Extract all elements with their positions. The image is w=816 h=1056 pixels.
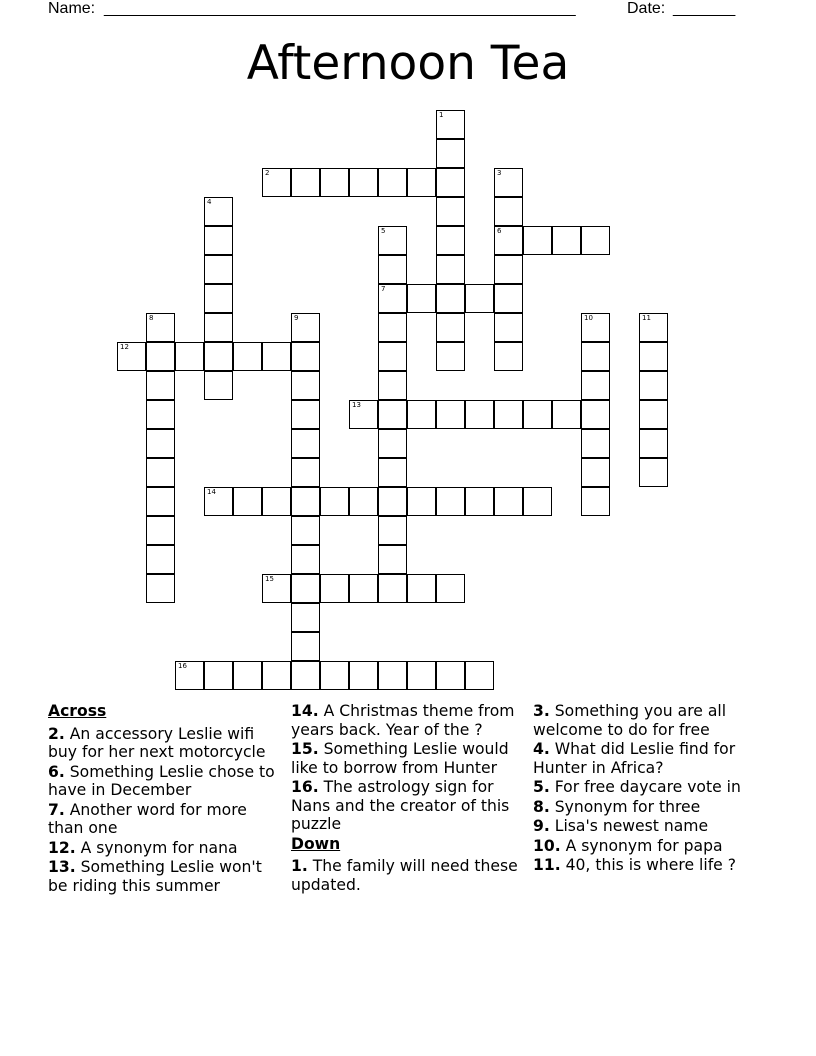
grid-cell[interactable] bbox=[436, 661, 465, 690]
clue-number: 13. bbox=[48, 858, 76, 876]
grid-cell[interactable] bbox=[581, 400, 610, 429]
grid-cell[interactable] bbox=[233, 661, 262, 690]
grid-cell[interactable] bbox=[320, 168, 349, 197]
clue-number: 12. bbox=[48, 838, 76, 857]
grid-cell[interactable] bbox=[552, 400, 581, 429]
grid-cell[interactable] bbox=[233, 342, 262, 371]
grid-cell[interactable] bbox=[494, 226, 523, 255]
grid-cell[interactable] bbox=[204, 313, 233, 342]
clue-text: The family will need these updated. bbox=[291, 857, 518, 894]
grid-cell[interactable] bbox=[639, 400, 668, 429]
grid-cell[interactable] bbox=[146, 313, 175, 342]
clue-number: 11. bbox=[533, 856, 561, 874]
clue-text: 40, this is where life ? bbox=[565, 856, 737, 874]
grid-cell[interactable] bbox=[436, 313, 465, 342]
cell-number: 5 bbox=[381, 227, 386, 235]
clue-column-1 bbox=[48, 702, 283, 896]
grid-cell[interactable] bbox=[581, 487, 610, 516]
grid-cell[interactable] bbox=[204, 487, 233, 516]
grid-cell[interactable] bbox=[378, 226, 407, 255]
cell-number: 3 bbox=[497, 169, 502, 177]
grid-cell[interactable] bbox=[262, 661, 291, 690]
grid-cell[interactable] bbox=[291, 574, 320, 603]
cell-number: 11 bbox=[642, 314, 651, 322]
clue-text: A synonym for nana bbox=[80, 838, 238, 857]
clue-down-10 bbox=[533, 837, 768, 856]
grid-cell[interactable] bbox=[204, 226, 233, 255]
grid-cell[interactable] bbox=[436, 574, 465, 603]
cell-number: 10 bbox=[584, 314, 593, 322]
date-label: Date: bbox=[627, 0, 666, 17]
grid-cell[interactable] bbox=[291, 429, 320, 458]
clue-number: 10. bbox=[533, 836, 561, 855]
clue-text: Lisa's newest name bbox=[554, 817, 709, 835]
grid-cell[interactable] bbox=[146, 458, 175, 487]
clue-text: Something Leslie won't be riding this summer bbox=[48, 858, 262, 895]
grid-cell[interactable] bbox=[581, 342, 610, 371]
grid-cell[interactable] bbox=[291, 400, 320, 429]
grid-cell[interactable] bbox=[378, 371, 407, 400]
grid-cell[interactable] bbox=[407, 168, 436, 197]
grid-cell[interactable] bbox=[523, 487, 552, 516]
grid-cell[interactable] bbox=[320, 574, 349, 603]
grid-cell[interactable] bbox=[146, 545, 175, 574]
grid-cell[interactable] bbox=[291, 603, 320, 632]
clue-across-15 bbox=[291, 740, 519, 777]
cell-number: 4 bbox=[207, 198, 212, 206]
cell-number: 8 bbox=[149, 314, 154, 322]
clue-number: 1. bbox=[291, 857, 308, 875]
clue-text: Something Leslie would like to borrow from Hunter bbox=[291, 740, 509, 777]
clue-number: 15. bbox=[291, 740, 319, 758]
clue-text: Something Leslie chose to have in December bbox=[48, 762, 275, 799]
grid-cell[interactable] bbox=[639, 342, 668, 371]
grid-cell[interactable] bbox=[436, 255, 465, 284]
grid-cell[interactable] bbox=[146, 342, 175, 371]
clue-across-7 bbox=[48, 801, 283, 838]
grid-cell[interactable] bbox=[407, 574, 436, 603]
grid-cell[interactable] bbox=[291, 516, 320, 545]
grid-cell[interactable] bbox=[436, 168, 465, 197]
grid-cell[interactable] bbox=[494, 197, 523, 226]
grid-cell[interactable] bbox=[436, 400, 465, 429]
grid-cell[interactable] bbox=[378, 661, 407, 690]
clue-text: An accessory Leslie wifi buy for her next motorcycle bbox=[48, 724, 266, 761]
grid-cell[interactable] bbox=[639, 313, 668, 342]
cell-number: 15 bbox=[265, 575, 274, 583]
grid-cell[interactable] bbox=[581, 429, 610, 458]
grid-cell[interactable] bbox=[436, 284, 465, 313]
clue-down-1 bbox=[291, 857, 519, 894]
grid-cell[interactable] bbox=[349, 400, 378, 429]
grid-cell[interactable] bbox=[349, 168, 378, 197]
clue-across-2 bbox=[48, 725, 283, 762]
grid-cell[interactable] bbox=[204, 255, 233, 284]
grid-cell[interactable] bbox=[262, 342, 291, 371]
grid-cell[interactable] bbox=[117, 342, 146, 371]
grid-cell[interactable] bbox=[291, 342, 320, 371]
grid-cell[interactable] bbox=[494, 487, 523, 516]
grid-cell[interactable] bbox=[204, 342, 233, 371]
clue-text: The astrology sign for Nans and the creator of this puzzle bbox=[291, 778, 510, 833]
grid-cell[interactable] bbox=[204, 661, 233, 690]
clue-number: 8. bbox=[533, 797, 550, 816]
grid-cell[interactable] bbox=[204, 284, 233, 313]
grid-cell[interactable] bbox=[291, 545, 320, 574]
grid-cell[interactable] bbox=[494, 342, 523, 371]
grid-cell[interactable] bbox=[494, 255, 523, 284]
grid-cell[interactable] bbox=[523, 226, 552, 255]
cell-number: 14 bbox=[207, 488, 216, 496]
grid-cell[interactable] bbox=[465, 487, 494, 516]
name-label: Name: bbox=[48, 0, 96, 17]
grid-cell[interactable] bbox=[378, 284, 407, 313]
grid-cell[interactable] bbox=[378, 574, 407, 603]
grid-cell[interactable] bbox=[349, 661, 378, 690]
grid-cell[interactable] bbox=[436, 197, 465, 226]
grid-cell[interactable] bbox=[262, 487, 291, 516]
grid-cell[interactable] bbox=[349, 487, 378, 516]
down-heading: Down bbox=[291, 834, 341, 853]
grid-cell[interactable] bbox=[436, 226, 465, 255]
grid-cell[interactable] bbox=[465, 400, 494, 429]
grid-cell[interactable] bbox=[523, 400, 552, 429]
grid-cell[interactable] bbox=[581, 313, 610, 342]
grid-cell[interactable] bbox=[407, 284, 436, 313]
cell-number: 12 bbox=[120, 343, 129, 351]
clue-number: 3. bbox=[533, 702, 550, 720]
clue-number: 16. bbox=[291, 778, 319, 796]
grid-cell[interactable] bbox=[378, 313, 407, 342]
grid-cell[interactable] bbox=[436, 110, 465, 139]
grid-cell[interactable] bbox=[378, 545, 407, 574]
grid-cell[interactable] bbox=[291, 371, 320, 400]
grid-cell[interactable] bbox=[204, 197, 233, 226]
cell-number: 6 bbox=[497, 227, 502, 235]
grid-cell[interactable] bbox=[262, 574, 291, 603]
grid-cell[interactable] bbox=[291, 313, 320, 342]
clue-number: 7. bbox=[48, 800, 65, 819]
grid-cell[interactable] bbox=[494, 168, 523, 197]
grid-cell[interactable] bbox=[494, 400, 523, 429]
clue-down-4 bbox=[533, 740, 768, 777]
grid-cell[interactable] bbox=[262, 168, 291, 197]
grid-cell[interactable] bbox=[146, 429, 175, 458]
grid-cell[interactable] bbox=[291, 458, 320, 487]
grid-cell[interactable] bbox=[378, 342, 407, 371]
grid-cell[interactable] bbox=[146, 574, 175, 603]
clue-across-13 bbox=[48, 858, 283, 895]
grid-cell[interactable] bbox=[639, 429, 668, 458]
clue-number: 2. bbox=[48, 724, 65, 743]
cell-number: 13 bbox=[352, 401, 361, 409]
grid-cell[interactable] bbox=[581, 371, 610, 400]
clue-number: 5. bbox=[533, 778, 550, 796]
cell-number: 9 bbox=[294, 314, 299, 322]
grid-cell[interactable] bbox=[378, 429, 407, 458]
grid-cell[interactable] bbox=[494, 284, 523, 313]
grid-cell[interactable] bbox=[175, 661, 204, 690]
clue-number: 6. bbox=[48, 762, 65, 781]
date-line[interactable]: _______ bbox=[673, 0, 736, 17]
grid-cell[interactable] bbox=[378, 458, 407, 487]
clue-text: Synonym for three bbox=[554, 797, 701, 816]
grid-cell[interactable] bbox=[436, 342, 465, 371]
grid-cell[interactable] bbox=[146, 400, 175, 429]
grid-cell[interactable] bbox=[581, 458, 610, 487]
grid-cell[interactable] bbox=[146, 516, 175, 545]
clue-number: 9. bbox=[533, 817, 550, 835]
clue-down-11 bbox=[533, 856, 768, 875]
grid-cell[interactable] bbox=[494, 313, 523, 342]
grid-cell[interactable] bbox=[146, 371, 175, 400]
clue-text: A synonym for papa bbox=[565, 836, 723, 855]
clue-down-3 bbox=[533, 702, 768, 739]
grid-cell[interactable] bbox=[291, 661, 320, 690]
clue-text: A Christmas theme from years back. Year of the ? bbox=[291, 702, 515, 739]
clue-number: 4. bbox=[533, 740, 550, 758]
clue-down-5 bbox=[533, 778, 768, 797]
across-heading: Across bbox=[48, 702, 107, 720]
clue-text: Something you are all welcome to do for free bbox=[533, 702, 727, 739]
grid-cell[interactable] bbox=[291, 487, 320, 516]
grid-cell[interactable] bbox=[146, 487, 175, 516]
grid-cell[interactable] bbox=[320, 661, 349, 690]
grid-cell[interactable] bbox=[436, 487, 465, 516]
grid-cell[interactable] bbox=[465, 284, 494, 313]
clue-across-12 bbox=[48, 839, 283, 858]
clue-text: What did Leslie find for Hunter in Africa? bbox=[533, 740, 736, 777]
grid-cell[interactable] bbox=[465, 661, 494, 690]
cell-number: 7 bbox=[381, 285, 386, 293]
grid-cell[interactable] bbox=[639, 458, 668, 487]
grid-cell[interactable] bbox=[175, 342, 204, 371]
page-title: Afternoon Tea bbox=[246, 36, 570, 91]
cell-number: 16 bbox=[178, 662, 187, 670]
grid-cell[interactable] bbox=[552, 226, 581, 255]
clue-text: Another word for more than one bbox=[48, 800, 247, 837]
clue-across-14 bbox=[291, 702, 519, 739]
grid-cell[interactable] bbox=[378, 255, 407, 284]
grid-cell[interactable] bbox=[639, 371, 668, 400]
grid-cell[interactable] bbox=[349, 574, 378, 603]
clue-column-2 bbox=[291, 702, 519, 895]
grid-cell[interactable] bbox=[291, 632, 320, 661]
grid-cell[interactable] bbox=[378, 487, 407, 516]
grid-cell[interactable] bbox=[436, 139, 465, 168]
clue-down-9 bbox=[533, 817, 768, 836]
grid-cell[interactable] bbox=[320, 487, 349, 516]
grid-cell[interactable] bbox=[233, 487, 262, 516]
grid-cell[interactable] bbox=[407, 487, 436, 516]
grid-cell[interactable] bbox=[378, 516, 407, 545]
clue-across-16 bbox=[291, 778, 519, 834]
clue-text: For free daycare vote in bbox=[554, 778, 741, 796]
name-line[interactable]: _____________________________________________________ bbox=[104, 0, 576, 17]
clue-column-3 bbox=[533, 702, 768, 876]
grid-cell[interactable] bbox=[407, 400, 436, 429]
clue-down-8 bbox=[533, 798, 768, 817]
clue-number: 14. bbox=[291, 702, 319, 720]
grid-cell[interactable] bbox=[378, 168, 407, 197]
grid-cell[interactable] bbox=[407, 661, 436, 690]
grid-cell[interactable] bbox=[204, 371, 233, 400]
grid-cell[interactable] bbox=[378, 400, 407, 429]
grid-cell[interactable] bbox=[291, 168, 320, 197]
clue-across-6 bbox=[48, 763, 283, 800]
grid-cell[interactable] bbox=[581, 226, 610, 255]
cell-number: 1 bbox=[439, 111, 444, 119]
cell-number: 2 bbox=[265, 169, 270, 177]
